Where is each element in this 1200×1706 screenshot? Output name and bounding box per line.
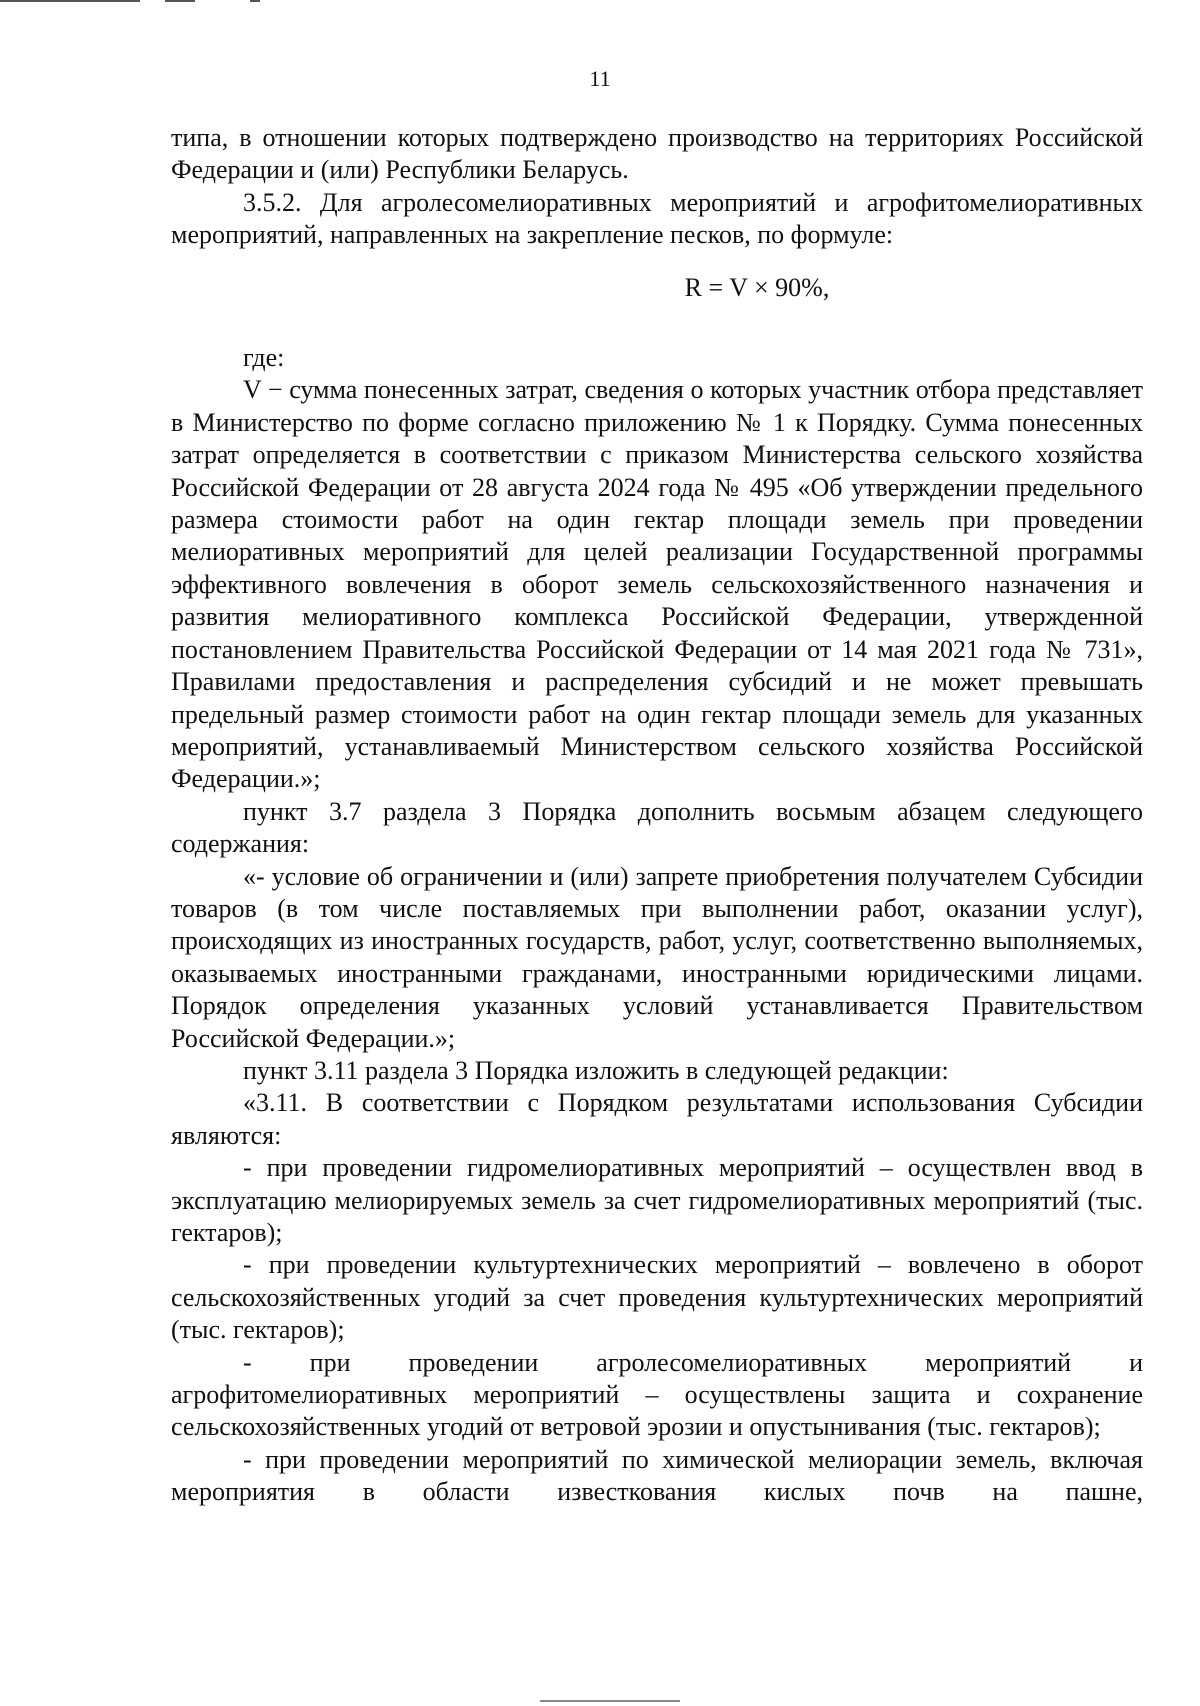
list-item-agroforest: - при проведении агролесомелиоративных мероприятий и агрофитомелиоративных мероприятий – осуществлены защита и сохранение сельскохозяйственных угодий от ветровой эрозии и опустынивания (тыс. гектаров); xyxy=(171,1347,1143,1442)
document-body xyxy=(171,122,1143,1509)
paragraph-continuation: типа, в отношении которых подтверждено производство на территориях Российской Федерации и (или) Республики Беларусь. xyxy=(171,123,1143,185)
paragraph-v-definition: V − сумма понесенных затрат, сведения о которых участник отбора представляет в Министерство по форме согласно приложению № 1 к Порядку. Сумма понесенных затрат определяется в соответствии с приказом Министерства сельского хозяйства Российской Федерации от 28 августа 2024 года № 495 «Об утверждении предельного размера стоимости работ на один гектар площади земель при проведении мелиоративных мероприятий для целей реализации Государственной программы эффективного вовлечения в оборот земель сельскохозяйственного назначения и развития мелиоративного комплекса Российской Федерации, утвержденной постановлением Правительства Российской Федерации от 14 мая 2021 года № 731», Правилами предоставления и распределения субсидий и не может превышать предельный размер стоимости работ на один гектар площади земель для указанных мероприятий, устанавливаемый Министерством сельского хозяйства Российской Федерации.»; xyxy=(171,375,1143,794)
list-item-chemical: - при проведении мероприятий по химической мелиорации земель, включая мероприятия в области известкования кислых почв на пашне, xyxy=(171,1444,1143,1507)
page-number: 11 xyxy=(589,66,611,91)
paragraph-where: где: xyxy=(243,343,285,373)
paragraph-condition: «- условие об ограничении и (или) запрете приобретения получателем Субсидии товаров (в том числе поставляемых при выполнении работ, оказании услуг), происходящих из иностранных государств, работ, услуг, соответственно выполняемых, оказываемых иностранными гражданами, иностранными юридическими лицами. Порядок определения указанных условий устанавливается Правительством Российской Федерации.»; xyxy=(171,861,1143,1053)
paragraph-3-5-2: 3.5.2. Для агролесомелиоративных мероприятий и агрофитомелиоративных мероприятий, направленных на закрепление песков, по формуле: xyxy=(171,187,1143,250)
scan-edge-bottom xyxy=(540,1700,680,1702)
scan-edge-top-left xyxy=(0,0,140,2)
paragraph-point-3-11: пункт 3.11 раздела 3 Порядка изложить в следующей редакции: xyxy=(243,1055,949,1085)
list-item-hydro: - при проведении гидромелиоративных мероприятий – осуществлен ввод в эксплуатацию мелиорируемых земель за счет гидромелиоративных мероприятий (тыс. гектаров); xyxy=(171,1153,1143,1247)
paragraph-point-3-7: пункт 3.7 раздела 3 Порядка дополнить восьмым абзацем следующего содержания: xyxy=(171,796,1143,859)
scan-edge-top-mid xyxy=(165,0,195,2)
scan-edge-top-right xyxy=(250,0,260,2)
list-item-culture: - при проведении культуртехнических мероприятий – вовлечено в оборот сельскохозяйственных угодий за счет проведения культуртехнических мероприятий (тыс. гектаров); xyxy=(171,1250,1143,1345)
formula: R = V × 90%, xyxy=(684,272,830,302)
paragraph-3-11-intro: «3.11. В соответствии с Порядком результатами использования Субсидии являются: xyxy=(171,1088,1143,1150)
